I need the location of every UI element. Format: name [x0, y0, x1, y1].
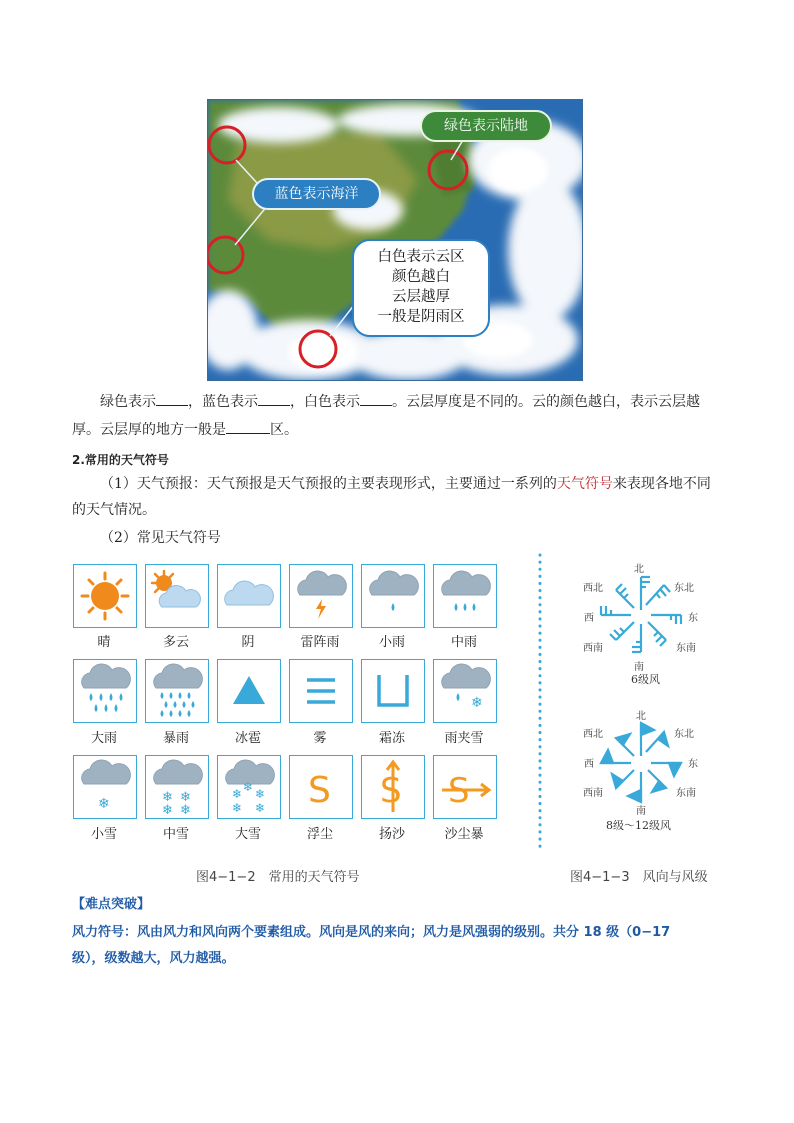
- item1-line-2: 的天气情况。: [72, 502, 156, 518]
- highlight-term: 天气符号: [556, 476, 613, 492]
- dir-southeast: 东南: [676, 643, 696, 654]
- symbol-light-rain: [361, 564, 425, 628]
- symbol-label: 冰雹: [234, 731, 261, 746]
- item2-heading: （2）常见天气符号: [100, 530, 221, 546]
- section-heading: 2.常用的天气符号: [72, 453, 169, 467]
- cloud-icon: [218, 565, 280, 627]
- dir-west: 西: [584, 613, 594, 624]
- wind-diagram-level-8-12: [576, 708, 726, 838]
- symbol-moderate-snow: [145, 755, 209, 819]
- dir-south: 南: [634, 662, 644, 673]
- symbol-label: 雾: [313, 731, 327, 746]
- wind-level-8-12-label: 8级～12级风: [606, 819, 671, 832]
- frost-icon: [362, 660, 424, 722]
- svg-text:❄: ❄: [162, 803, 173, 818]
- cloud-callout-line-4: 一般是阴雨区: [377, 309, 465, 325]
- text-segment: ，白色表示: [290, 394, 360, 410]
- svg-text:❄: ❄: [162, 790, 173, 805]
- heavy-snow-icon: [218, 756, 280, 818]
- ocean-callout: [252, 178, 381, 210]
- text-segment: （1）天气预报：天气预报是天气预报的主要表现形式，主要通过一系列的: [100, 476, 557, 492]
- dir-east: 东: [688, 759, 698, 770]
- blank-blue: [258, 390, 290, 406]
- sun-cloud-icon: [146, 565, 208, 627]
- ocean-callout-text: 蓝色表示海洋: [274, 186, 359, 202]
- dir-southwest: 西南: [583, 643, 603, 654]
- blank-green: [156, 390, 188, 406]
- fill-blank-line-1: [100, 388, 740, 416]
- text-segment: ，蓝色表示: [188, 394, 258, 410]
- floating-dust-icon: [290, 756, 352, 818]
- symbol-floating-dust: [289, 755, 353, 819]
- symbol-label: 浮尘: [306, 827, 333, 842]
- text-segment: 来表现各地不同: [612, 476, 711, 492]
- svg-text:S: S: [380, 771, 402, 811]
- dir-east: 东: [688, 613, 698, 624]
- text-segment: 厚。云层厚的地方一般是: [72, 422, 226, 438]
- symbol-light-snow: [73, 755, 137, 819]
- symbol-fog: [289, 659, 353, 723]
- dir-west: 西: [584, 759, 594, 770]
- svg-text:❄: ❄: [243, 780, 254, 794]
- symbol-label: 大雨: [90, 731, 117, 746]
- symbol-partly-cloudy: [145, 564, 209, 628]
- symbol-frost: [361, 659, 425, 723]
- dir-north: 北: [636, 711, 646, 722]
- blank-cloud-area: [226, 418, 270, 434]
- thunderstorm-icon: [290, 565, 352, 627]
- symbol-overcast: [217, 564, 281, 628]
- figure-caption-symbols: 图4−1−2 常用的天气符号: [196, 870, 360, 885]
- dir-south: 南: [636, 806, 646, 817]
- cloud-callout-line-3: 云层越厚: [392, 289, 450, 305]
- svg-text:❄: ❄: [232, 787, 243, 801]
- svg-text:❄: ❄: [255, 787, 266, 801]
- symbol-blowing-sand: [361, 755, 425, 819]
- symbol-thunderstorm: [289, 564, 353, 628]
- difficulty-line-1: 风力符号：风由风力和风向两个要素组成。风向是风的来向；风力是风强弱的级别。共分 18 级（0−17: [72, 925, 671, 940]
- light-snow-icon: [74, 756, 136, 818]
- symbol-label: 暴雨: [162, 731, 189, 746]
- svg-text:❄: ❄: [180, 803, 191, 818]
- cloud-callout: [352, 239, 490, 337]
- fill-blank-line-2: [72, 416, 732, 444]
- symbol-label: 扬沙: [378, 827, 405, 842]
- symbol-heavy-snow: [217, 755, 281, 819]
- symbol-label: 小雨: [378, 635, 405, 650]
- heavy-rain-icon: [74, 660, 136, 722]
- dir-northwest: 西北: [583, 583, 603, 594]
- cloud-callout-line-2: 颜色越白: [392, 269, 450, 285]
- svg-text:❄: ❄: [98, 796, 110, 812]
- moderate-rain-icon: [434, 565, 496, 627]
- symbol-sandstorm: [433, 755, 497, 819]
- difficulty-title: 【难点突破】: [72, 897, 151, 912]
- svg-text:❄: ❄: [255, 801, 266, 815]
- land-callout: [420, 110, 552, 142]
- blank-white: [360, 390, 392, 406]
- sandstorm-icon: [434, 756, 496, 818]
- dir-north: 北: [634, 564, 644, 575]
- symbol-label: 雨夹雪: [444, 731, 484, 746]
- symbol-sleet: [433, 659, 497, 723]
- item1-line-1: [100, 470, 750, 498]
- sleet-icon: [434, 660, 496, 722]
- land-callout-text: 绿色表示陆地: [444, 118, 528, 134]
- figure-caption-wind: 图4−1−3 风向与风级: [570, 870, 708, 885]
- symbol-label: 霜冻: [378, 731, 405, 746]
- dir-southwest: 西南: [583, 788, 603, 799]
- symbol-label: 中雪: [162, 827, 189, 842]
- symbol-label: 雷阵雨: [300, 635, 340, 650]
- svg-text:S: S: [308, 770, 331, 811]
- text-segment: 绿色表示: [100, 394, 156, 410]
- dotted-divider: [536, 553, 544, 849]
- cloud-callout-line-1: 白色表示云区: [377, 249, 465, 265]
- dir-northwest: 西北: [583, 729, 603, 740]
- symbol-label: 中雨: [450, 635, 477, 650]
- symbol-rainstorm: [145, 659, 209, 723]
- symbol-label: 阴: [241, 635, 255, 650]
- svg-text:S: S: [448, 771, 470, 811]
- symbol-label: 晴: [97, 635, 111, 650]
- symbol-label: 大雪: [234, 827, 261, 842]
- symbol-moderate-rain: [433, 564, 497, 628]
- satellite-image: [207, 99, 583, 381]
- dir-northeast: 东北: [674, 729, 694, 740]
- dir-southeast: 东南: [676, 788, 696, 799]
- wind-diagram-level-6: [576, 560, 706, 690]
- symbol-label: 小雪: [90, 827, 117, 842]
- text-segment: 区。: [270, 422, 298, 438]
- hail-icon: [218, 660, 280, 722]
- symbol-label: 多云: [162, 635, 189, 650]
- symbol-heavy-rain: [73, 659, 137, 723]
- text-segment: 。云层厚度是不同的。云的颜色越白，表示云层越: [392, 394, 700, 410]
- moderate-snow-icon: [146, 756, 208, 818]
- symbol-label: 沙尘暴: [444, 827, 484, 842]
- svg-text:❄: ❄: [232, 801, 243, 815]
- sun-icon: [74, 565, 136, 627]
- symbol-hail: [217, 659, 281, 723]
- symbol-sunny: [73, 564, 137, 628]
- wind-level-6-label: 6级风: [631, 673, 660, 686]
- light-rain-icon: [362, 565, 424, 627]
- blowing-sand-icon: [362, 756, 424, 818]
- difficulty-line-2: 级），级数越大，风力越强。: [72, 951, 235, 966]
- svg-text:❄: ❄: [471, 695, 483, 711]
- rainstorm-icon: [146, 660, 208, 722]
- fog-icon: [290, 660, 352, 722]
- svg-text:❄: ❄: [180, 790, 191, 805]
- dir-northeast: 东北: [674, 583, 694, 594]
